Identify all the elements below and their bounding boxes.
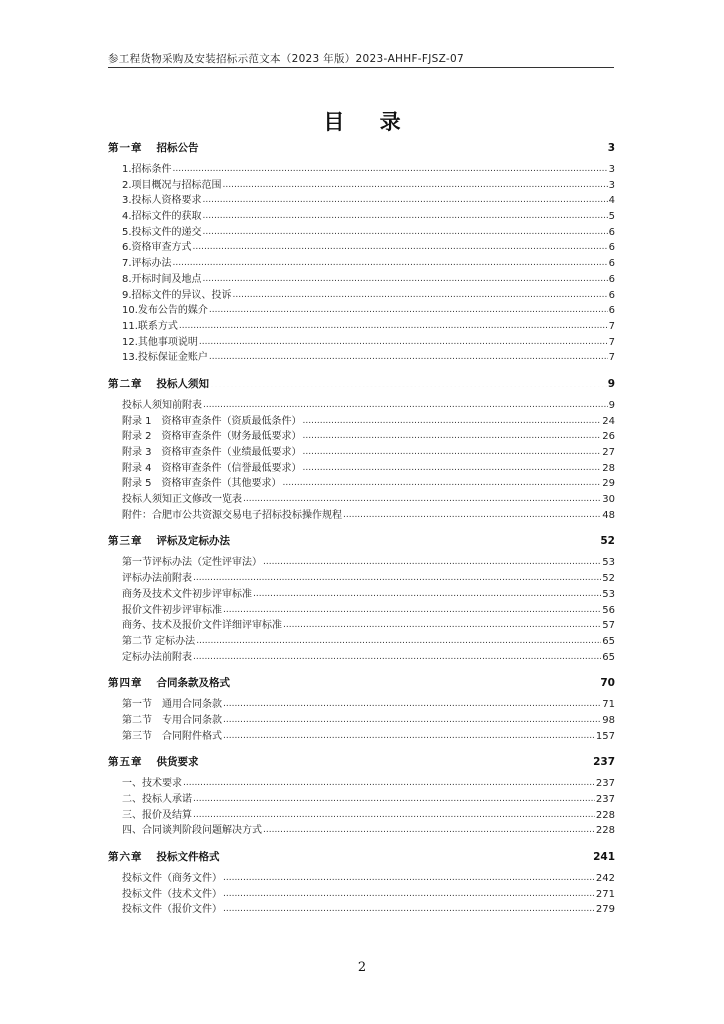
toc-item-label: 第二节 专用合同条款 bbox=[122, 714, 222, 726]
toc-item-entry[interactable] bbox=[108, 414, 615, 430]
toc-leader-dots bbox=[243, 492, 601, 502]
toc-leader-dots bbox=[209, 303, 608, 313]
toc-leader-dots bbox=[199, 335, 608, 345]
toc-page-number: 237 bbox=[595, 778, 615, 790]
toc-page-number: 52 bbox=[600, 535, 615, 548]
toc-chapter bbox=[108, 847, 615, 918]
toc-chapter bbox=[108, 138, 615, 366]
page-title: 目 录 bbox=[323, 109, 415, 134]
toc-chapter bbox=[108, 752, 615, 839]
toc-item-label: 第一节 通用合同条款 bbox=[122, 699, 222, 711]
toc-chapter-entry[interactable] bbox=[108, 752, 615, 772]
toc-item-label: 附录 1 资格审查条件（资质最低条件） bbox=[122, 415, 302, 427]
toc-chapter-name: 投标人须知 bbox=[156, 377, 209, 390]
toc-page-number: 26 bbox=[602, 431, 615, 443]
toc-item-label: 4.招标文件的获取 bbox=[122, 211, 202, 223]
toc-chapter-title bbox=[108, 374, 209, 394]
table-of-contents bbox=[108, 138, 615, 926]
toc-page-number: 7 bbox=[608, 320, 615, 332]
toc-leader-dots bbox=[200, 141, 607, 152]
toc-leader-dots bbox=[283, 618, 601, 628]
toc-leader-dots bbox=[200, 755, 593, 766]
toc-chapter-entry[interactable] bbox=[108, 138, 615, 158]
toc-item-label: 7.评标办法 bbox=[122, 258, 172, 270]
toc-item-entry[interactable] bbox=[108, 634, 615, 650]
toc-page-number: 65 bbox=[602, 651, 615, 663]
toc-item-label: 9.招标文件的异议、投诉 bbox=[122, 289, 232, 301]
toc-item-entry[interactable] bbox=[108, 887, 615, 903]
toc-page-number: 29 bbox=[602, 478, 615, 490]
toc-chapter-entry[interactable] bbox=[108, 531, 615, 551]
toc-item-label: 6.资格审查方式 bbox=[122, 242, 192, 254]
toc-page-number: 3 bbox=[608, 179, 615, 191]
toc-item-entry[interactable] bbox=[108, 288, 615, 304]
toc-chapter-title bbox=[108, 138, 199, 158]
toc-page-number: 53 bbox=[602, 557, 615, 569]
toc-chapter-name: 评标及定标办法 bbox=[156, 535, 230, 548]
toc-item-entry[interactable] bbox=[108, 225, 615, 241]
toc-item-entry[interactable] bbox=[108, 461, 615, 477]
toc-item-label: 第二节 定标办法 bbox=[122, 635, 196, 647]
toc-page-number: 4 bbox=[608, 195, 615, 207]
toc-item-entry[interactable] bbox=[108, 729, 615, 745]
toc-page-number: 9 bbox=[607, 377, 615, 390]
page-header: 参工程货物采购及安装招标示范文本（2023 年版）2023-AHHF-FJSZ-07 bbox=[108, 51, 614, 68]
toc-item-entry[interactable] bbox=[108, 256, 615, 272]
toc-leader-dots bbox=[303, 414, 602, 424]
toc-page-number: 9 bbox=[608, 399, 615, 411]
toc-page-number: 6 bbox=[608, 258, 615, 270]
toc-page-number: 98 bbox=[602, 714, 615, 726]
toc-leader-dots bbox=[223, 713, 601, 723]
toc-chapter-title bbox=[108, 531, 230, 551]
toc-item-entry[interactable] bbox=[108, 272, 615, 288]
toc-item-entry[interactable] bbox=[108, 808, 615, 824]
toc-chapter-entry[interactable] bbox=[108, 374, 615, 394]
toc-page-number: 52 bbox=[602, 573, 615, 585]
toc-leader-dots bbox=[193, 808, 595, 818]
toc-page-number: 28 bbox=[602, 462, 615, 474]
toc-leader-dots bbox=[303, 429, 602, 439]
toc-chapter bbox=[108, 531, 615, 665]
toc-leader-dots bbox=[193, 240, 608, 250]
toc-chapter-name: 供货要求 bbox=[156, 756, 199, 769]
toc-leader-dots bbox=[231, 534, 599, 545]
toc-leader-dots bbox=[203, 398, 608, 408]
toc-item-label: 报价文件初步评审标准 bbox=[122, 604, 222, 616]
toc-item-entry[interactable] bbox=[108, 902, 615, 918]
toc-item-label: 投标文件（技术文件） bbox=[122, 888, 222, 900]
toc-item-entry[interactable] bbox=[108, 303, 615, 319]
toc-chapter-title bbox=[108, 673, 230, 693]
toc-page-number: 3 bbox=[607, 142, 615, 154]
toc-item-label: 第三节 合同附件格式 bbox=[122, 730, 222, 742]
toc-chapter-title bbox=[108, 752, 199, 772]
toc-page-number: 271 bbox=[595, 888, 615, 900]
toc-page-number: 70 bbox=[600, 677, 615, 690]
toc-item-label: 二、投标人承诺 bbox=[122, 794, 192, 805]
toc-page-number: 48 bbox=[602, 509, 615, 521]
toc-page-number: 6 bbox=[608, 273, 615, 285]
toc-page-number: 53 bbox=[602, 588, 615, 600]
toc-item-entry[interactable] bbox=[108, 792, 615, 808]
toc-item-label: 第一节评标办法（定性评审法） bbox=[122, 557, 262, 569]
toc-chapter-title bbox=[108, 847, 220, 867]
toc-leader-dots bbox=[223, 902, 595, 912]
toc-item-label: 评标办法前附表 bbox=[122, 573, 192, 585]
toc-page-number: 6 bbox=[608, 242, 615, 254]
toc-leader-dots bbox=[233, 288, 608, 298]
toc-leader-dots bbox=[203, 225, 608, 235]
toc-item-entry[interactable] bbox=[108, 429, 615, 445]
toc-item-label: 附录 5 资格审查条件（其他要求） bbox=[122, 478, 282, 490]
toc-item-label: 附录 2 资格审查条件（财务最低要求） bbox=[122, 431, 302, 443]
toc-item-label: 附录 4 资格审查条件（信誉最低要求） bbox=[122, 462, 302, 474]
toc-item-entry[interactable] bbox=[108, 476, 615, 492]
toc-item-entry[interactable] bbox=[108, 350, 615, 366]
toc-item-label: 11.联系方式 bbox=[122, 320, 178, 332]
toc-page-number: 57 bbox=[602, 620, 615, 632]
toc-item-label: 1.招标条件 bbox=[122, 164, 172, 175]
toc-leader-dots bbox=[223, 697, 601, 707]
toc-leader-dots bbox=[173, 162, 608, 172]
toc-item-entry[interactable] bbox=[108, 319, 615, 335]
toc-item-entry[interactable] bbox=[108, 823, 615, 839]
toc-page-number: 242 bbox=[595, 873, 615, 885]
toc-page-number: 27 bbox=[602, 447, 615, 458]
toc-chapter-name: 招标公告 bbox=[156, 142, 199, 154]
toc-leader-dots bbox=[223, 178, 608, 188]
toc-item-label: 附录 3 资格审查条件（业绩最低要求） bbox=[122, 447, 302, 458]
toc-item-label: 3.投标人资格要求 bbox=[122, 195, 202, 207]
toc-leader-dots bbox=[223, 729, 595, 739]
toc-page-number: 5 bbox=[608, 211, 615, 223]
toc-item-entry[interactable] bbox=[108, 587, 615, 603]
toc-item-label: 三、报价及结算 bbox=[122, 809, 192, 821]
toc-page-number: 228 bbox=[595, 825, 615, 837]
toc-item-label: 定标办法前附表 bbox=[122, 651, 192, 663]
toc-leader-dots bbox=[263, 555, 601, 565]
toc-item-label: 一、技术要求 bbox=[122, 778, 182, 790]
toc-item-entry[interactable] bbox=[108, 178, 615, 194]
toc-chapter-number: 第三章 bbox=[108, 535, 143, 548]
toc-item-label: 13.投标保证金账户 bbox=[122, 352, 208, 364]
toc-item-label: 10.发布公告的媒介 bbox=[122, 305, 208, 317]
toc-item-label: 投标文件（报价文件） bbox=[122, 904, 222, 916]
toc-page-number: 65 bbox=[602, 635, 615, 647]
toc-leader-dots bbox=[193, 792, 595, 802]
toc-item-entry[interactable] bbox=[108, 162, 615, 178]
toc-chapter-name: 投标文件格式 bbox=[156, 851, 220, 864]
toc-item-entry[interactable] bbox=[108, 492, 615, 508]
toc-leader-dots bbox=[203, 193, 608, 203]
toc-leader-dots bbox=[231, 676, 599, 687]
toc-chapter-entry[interactable] bbox=[108, 673, 615, 693]
toc-item-entry[interactable] bbox=[108, 209, 615, 225]
toc-item-entry[interactable] bbox=[108, 445, 615, 461]
toc-leader-dots bbox=[303, 445, 602, 455]
toc-item-entry[interactable] bbox=[108, 398, 615, 414]
toc-item-entry[interactable] bbox=[108, 240, 615, 256]
toc-page-number: 7 bbox=[608, 336, 615, 348]
toc-item-label: 商务、技术及报价文件详细评审标准 bbox=[122, 620, 282, 632]
toc-page-number: 30 bbox=[602, 494, 615, 506]
toc-item-entry[interactable] bbox=[108, 697, 615, 713]
toc-leader-dots bbox=[223, 871, 595, 881]
toc-chapter-number: 第六章 bbox=[108, 851, 143, 864]
toc-chapter-number: 第五章 bbox=[108, 756, 143, 769]
toc-leader-dots bbox=[173, 256, 608, 266]
toc-page-number: 157 bbox=[595, 730, 615, 742]
toc-leader-dots bbox=[203, 209, 608, 219]
page-number: 2 bbox=[357, 960, 367, 975]
toc-page-number: 237 bbox=[593, 756, 615, 769]
toc-leader-dots bbox=[210, 376, 607, 387]
toc-page-number: 241 bbox=[593, 851, 615, 864]
toc-item-label: 投标人须知前附表 bbox=[122, 399, 202, 411]
toc-chapter-number: 第一章 bbox=[108, 142, 143, 154]
toc-page-number: 237 bbox=[595, 794, 615, 805]
toc-leader-dots bbox=[183, 776, 595, 786]
toc-item-entry[interactable] bbox=[108, 713, 615, 729]
toc-leader-dots bbox=[193, 571, 601, 581]
toc-page-number: 6 bbox=[608, 289, 615, 301]
toc-chapter bbox=[108, 673, 615, 744]
toc-item-label: 投标人须知正文修改一览表 bbox=[122, 494, 242, 506]
toc-item-entry[interactable] bbox=[108, 776, 615, 792]
toc-leader-dots bbox=[179, 319, 608, 329]
toc-leader-dots bbox=[303, 461, 602, 471]
toc-leader-dots bbox=[223, 887, 595, 897]
toc-item-label: 5.投标文件的递交 bbox=[122, 226, 202, 238]
toc-item-entry[interactable] bbox=[108, 871, 615, 887]
toc-page-number: 6 bbox=[608, 226, 615, 238]
toc-item-entry[interactable] bbox=[108, 603, 615, 619]
toc-item-label: 四、合同谈判阶段问题解决方式 bbox=[122, 825, 262, 837]
toc-leader-dots bbox=[263, 823, 595, 833]
toc-item-entry[interactable] bbox=[108, 571, 615, 587]
toc-leader-dots bbox=[223, 603, 601, 613]
toc-item-label: 附件：合肥市公共资源交易电子招标投标操作规程 bbox=[122, 509, 342, 521]
toc-item-entry[interactable] bbox=[108, 335, 615, 351]
toc-page-number: 3 bbox=[608, 164, 615, 175]
toc-page-number: 279 bbox=[595, 904, 615, 916]
toc-item-label: 投标文件（商务文件） bbox=[122, 873, 222, 885]
toc-page-number: 24 bbox=[602, 415, 615, 427]
toc-page-number: 71 bbox=[602, 699, 615, 711]
toc-page-number: 7 bbox=[608, 352, 615, 364]
toc-chapter bbox=[108, 374, 615, 524]
toc-leader-dots bbox=[209, 350, 608, 360]
toc-item-entry[interactable] bbox=[108, 650, 615, 666]
toc-page-number: 56 bbox=[602, 604, 615, 616]
toc-item-label: 12.其他事项说明 bbox=[122, 336, 198, 348]
toc-chapter-name: 合同条款及格式 bbox=[156, 677, 230, 690]
toc-leader-dots bbox=[203, 272, 608, 282]
toc-page-number: 228 bbox=[595, 809, 615, 821]
toc-chapter-entry[interactable] bbox=[108, 847, 615, 867]
toc-chapter-number: 第二章 bbox=[108, 377, 143, 390]
toc-leader-dots bbox=[343, 508, 601, 518]
toc-page-number: 6 bbox=[608, 305, 615, 317]
toc-item-entry[interactable] bbox=[108, 618, 615, 634]
toc-item-label: 8.开标时间及地点 bbox=[122, 273, 202, 285]
toc-item-entry[interactable] bbox=[108, 508, 615, 524]
toc-item-entry[interactable] bbox=[108, 555, 615, 571]
toc-leader-dots bbox=[283, 476, 602, 486]
toc-leader-dots bbox=[253, 587, 601, 597]
toc-leader-dots bbox=[193, 650, 601, 660]
toc-leader-dots bbox=[221, 850, 593, 861]
toc-leader-dots bbox=[196, 634, 601, 644]
toc-item-entry[interactable] bbox=[108, 193, 615, 209]
toc-item-label: 商务及技术文件初步评审标准 bbox=[122, 588, 252, 600]
toc-chapter-number: 第四章 bbox=[108, 677, 143, 690]
toc-item-label: 2.项目概况与招标范围 bbox=[122, 179, 222, 191]
